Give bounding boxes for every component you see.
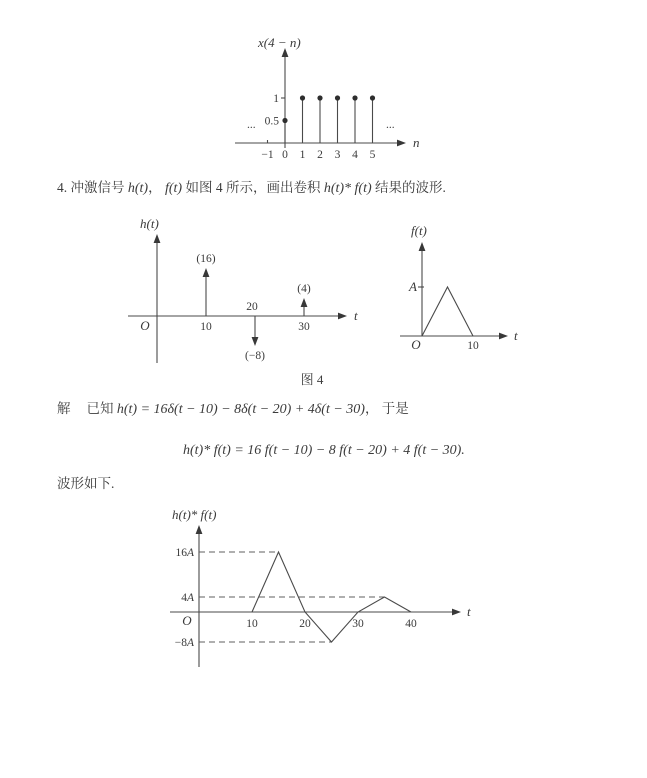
t-tick-label: 30 [352,618,364,630]
n-axis-label: n [413,135,420,150]
math-f-of-t: f(t) [164,181,183,196]
t-tick-label: 30 [298,321,310,333]
ellipsis-left: ... [247,119,256,131]
t-tick-label: 20 [246,301,258,313]
t-axis-label: t [514,328,518,343]
convolution-result-plot [130,505,480,675]
arrow-up-icon [154,234,161,243]
arrow-up-icon [301,298,308,307]
stem-dot [300,95,305,100]
problem-text-mid: 如图 4 所示，画出卷积 [182,180,324,195]
t-tick-label: 40 [405,618,417,630]
impulse-weight-label: (4) [297,283,311,295]
impulse-weight-label: (−8) [245,350,265,362]
n-tick-label: 4 [352,149,358,161]
t-axis-label: t [467,604,471,619]
figure-caption: 图 4 [300,372,324,387]
plot-title: h(t)* f(t) [172,507,217,522]
arrow-down-icon [252,337,259,346]
arrow-right-icon [397,140,406,147]
plot-title: x(4 − n) [258,35,301,50]
y-value-label: 4A [181,592,194,604]
n-tick-label: 1 [299,149,306,161]
plot-title: f(t) [411,223,427,238]
problem-text-tail: 结果的波形. [371,180,446,195]
n-tick-label: −1 [261,149,274,161]
arrow-right-icon [452,609,461,616]
arrow-right-icon [499,333,508,340]
t-tick-label: 10 [200,321,212,333]
y-value-label: −8A [174,637,194,649]
solution-known-lead: 已知 [86,401,117,416]
arrow-up-icon [419,242,426,251]
solution-known-tail: ， 于是 [364,401,409,416]
stem-dot [317,95,322,100]
arrow-up-icon [203,268,210,277]
peak-value-label: A [409,279,417,294]
y-value-label: 16A [175,547,194,559]
problem-statement [57,179,446,197]
triangle-waveform [422,287,473,336]
stem-dot [370,95,375,100]
equation-known: h(t) = 16δ(t − 10) − 8δ(t − 20) + 4δ(t − 30) [116,402,365,417]
f-triangle-plot [395,222,535,362]
t-tick-label: 20 [299,618,311,630]
n-tick-label: 5 [369,149,376,161]
n-tick-label: 2 [317,149,323,161]
ellipsis-right: ... [386,119,395,131]
t-tick-label: 10 [467,340,479,352]
problem-comma: ， [148,180,165,195]
n-tick-label: 0 [282,149,288,161]
origin-label: O [411,337,421,352]
arrow-right-icon [338,313,347,320]
y-tick-label: 0.5 [264,115,279,128]
equation-main: h(t)* f(t) = 16 f(t − 10) − 8 f(t − 20) + 4 f(t − 30). [183,443,465,458]
stem-plot-x4n [235,30,450,180]
solution-label: 解 [57,401,71,416]
origin-label: O [182,613,192,628]
solution-statement [57,400,409,418]
t-tick-label: 10 [246,618,258,630]
problem-text-lead: 4. 冲激信号 [57,180,128,195]
math-convolution: h(t)* f(t) [323,181,372,196]
stem-dot [352,95,357,100]
t-axis-label: t [354,308,358,323]
impulse-weight-label: (16) [196,253,216,265]
arrow-up-icon [196,525,203,534]
n-tick-label: 3 [334,149,341,161]
waveform-note: 波形如下. [57,476,115,491]
h-impulse-plot [100,218,370,368]
stem-dot [335,95,340,100]
plot-title: h(t) [140,216,159,231]
math-h-of-t: h(t) [127,181,149,196]
origin-label: O [140,318,150,333]
stem-dot [282,118,287,123]
y-tick-label: 1 [273,93,279,105]
